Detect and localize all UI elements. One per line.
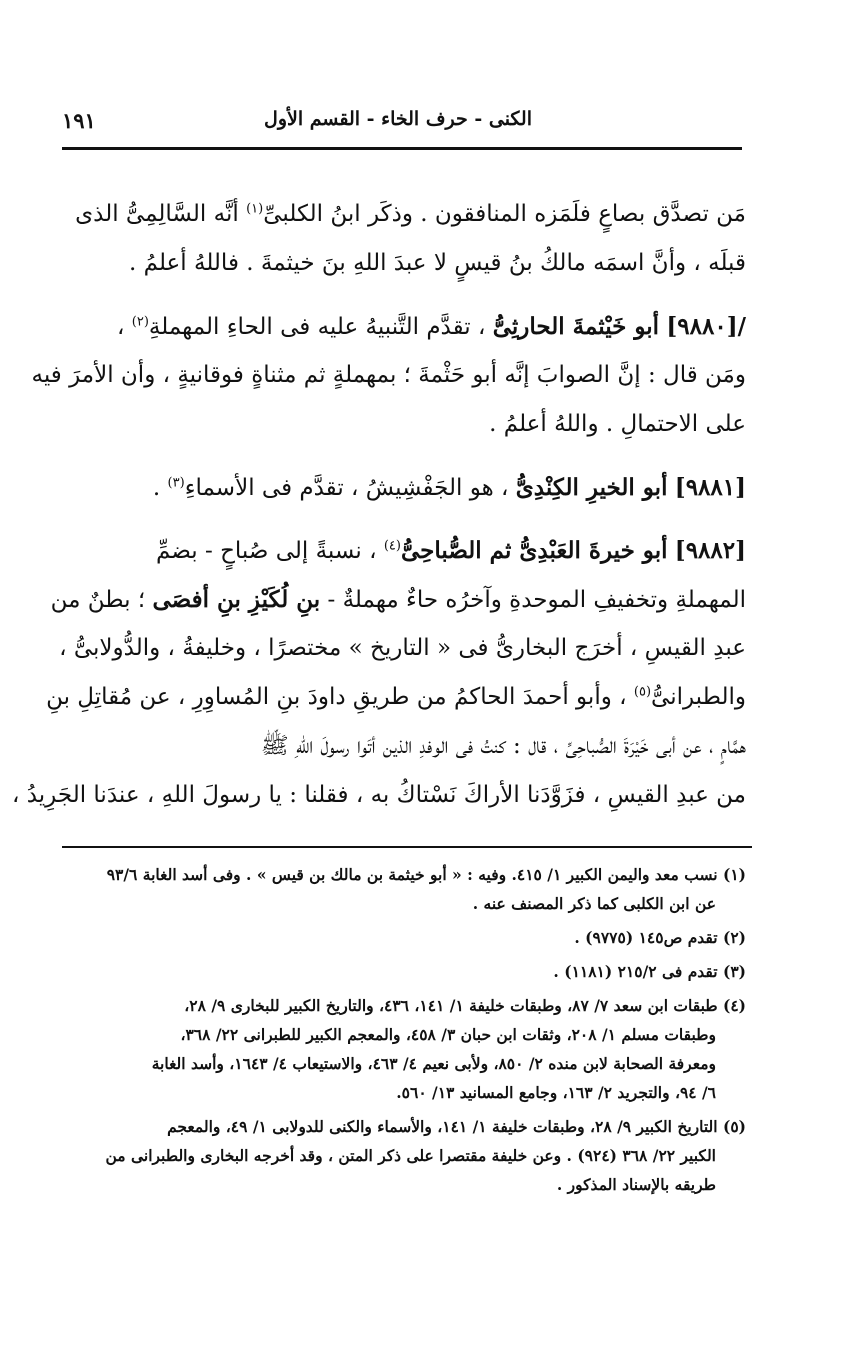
text-line [46, 673, 746, 722]
text-line [56, 190, 746, 239]
footnote-line: (٥) التاريخ الكبير ٩/ ٢٨، وطبقات خليفة ١/ ١٤١، والأسماء والكنى للدولابى ١/ ٤٩، والمعجم [167, 1117, 746, 1136]
footnote-4 [56, 991, 746, 1107]
text-segment: المهملةِ وتخفيفِ الموحدةِ وآخرُه حاءٌ مهملةٌ - [320, 587, 746, 613]
entry-number: [٩٨٨٢] [674, 537, 746, 564]
running-header [62, 108, 742, 144]
footnote-line: عن ابن الكلبى كما ذكر المصنف عنه . [472, 894, 716, 913]
text-line [56, 400, 746, 449]
entry-number: [٩٨٨١] [674, 474, 746, 501]
text-segment: على الاحتمالِ . واللهُ أعلمُ . [489, 411, 746, 437]
footnote-line: (١) نسب معد واليمن الكبير ١/ ٤١٥. وفيه : « أبو خيثمة بن مالك بن قيس » . وفى أسد الغابة ٩٣/٦ [106, 865, 746, 884]
text-segment: أنَّه السَّالِمِىُّ الذى [75, 201, 247, 227]
text-segment: والطبرانىُّ [651, 684, 746, 710]
text-line [50, 575, 746, 624]
header-rule [62, 147, 742, 150]
text-segment: من عبدِ القيسِ ، فزَوَّدَنا الأراكَ نَسْتاكُ به ، فقلنا : يا رسولَ اللهِ ، عندَنا الجَرِيدُ ، [11, 782, 746, 808]
footnote-ref: (٣) [167, 475, 185, 491]
footnote-line: (٤) طبقات ابن سعد ٧/ ٨٧، وطبقات خليفة ١/ ١٤١، ٤٣٦، والتاريخ الكبير للبخارى ٩/ ٢٨، [184, 996, 746, 1015]
text-line [56, 722, 746, 771]
footnote-line: ومعرفة الصحابة لابن منده ٢/ ٨٥٠، ولأبى نعيم ٤/ ٤٦٣، والاستيعاب ٤/ ١٦٤٣، وأسد الغابة [151, 1054, 716, 1073]
text-line [11, 771, 746, 820]
entry-9880 [56, 302, 746, 351]
bold-name: بنِ لُكَيْزِ بنِ أفصَى [152, 586, 321, 613]
text-segment: ، وأبو أحمدَ الحاكمُ من طريقِ داودَ بنِ المُساوِرِ ، عن مُقاتِلِ بنِ [46, 684, 634, 710]
header-title: الكنى - حرف الخاء - القسم الأول [264, 108, 532, 130]
text-segment: . [152, 475, 168, 501]
text-segment: قبلَه ، وأنَّ اسمَه مالكُ بنُ قيسٍ لا عبدَ اللهِ بنَ خيثمةَ . فاللهُ أعلمُ . [129, 250, 746, 276]
footnote-line: الكبير ٢٢/ ٣٦٨ (٩٢٤) . وعن خليفة مقتصرا على ذكر المتن ، وقد أخرجه البخارى والطبرانى من [105, 1146, 716, 1165]
text-segment: ؛ بطنٌ من [50, 587, 153, 613]
footnote-line: وطبقات مسلم ١/ ٢٠٨، وثقات ابن حبان ٣/ ٤٥٨، والمعجم الكبير للطبرانى ٢٢/ ٣٦٨، [180, 1025, 716, 1044]
footnote-rule [62, 846, 752, 848]
text-line [56, 239, 746, 288]
entry-name: أبو الخيرِ الكِنْدِىُّ [515, 474, 668, 501]
footnote-ref: (٤) [383, 538, 401, 554]
page-number: ١٩١ [62, 108, 96, 133]
main-text [11, 190, 746, 820]
text-segment: ، نسبةً إلى صُباحٍ - بضمِّ [156, 538, 384, 564]
entry-name: أبو خيرةَ العَبْدِىُّ ثم الصُّباحِىُّ [400, 537, 668, 564]
text-segment: ، تقدَّم التَّنبيهُ عليه فى الحاءِ المهملةِ [148, 314, 493, 340]
footnote-line: (٢) تقدم ص١٤٥ (٩٧٧٥) . [574, 928, 746, 947]
footnote-ref: (٥) [633, 684, 652, 700]
footnote-ref: (٢) [131, 314, 149, 330]
footnote-line: ٦/ ٩٤، والتجريد ٢/ ١٦٣، وجامع المسانيد ١٣/ ٥٦٠. [396, 1083, 716, 1102]
entry-9882 [56, 526, 746, 575]
footnote-3 [56, 957, 746, 986]
footnote-2 [56, 923, 746, 952]
entry-name: أبو خَيْثمةَ الحارثِىُّ [492, 313, 660, 340]
text-line [56, 624, 746, 673]
footnote-line: (٣) تقدم فى ٢١٥/٢ (١١٨١) . [553, 962, 746, 981]
footnote-ref: (١) [246, 201, 264, 217]
text-line [31, 351, 746, 400]
footnotes [56, 860, 746, 1204]
footnote-1 [56, 860, 746, 918]
entry-number: /[٩٨٨٠] [666, 313, 746, 340]
text-segment: ، [117, 314, 132, 340]
text-segment: همَّامٍ ، عن أبى خَيْرَةَ الصُّباحِىِّ ، قال : كنتُ فى الوفدِ الذين أتَوا رسولَ اللهِ ﷺ [260, 733, 746, 759]
text-segment: ، هو الجَفْشِيشُ ، تقدَّم فى الأسماءِ [184, 475, 516, 501]
text-segment: ومَن قال : إنَّ الصوابَ إنَّه أبو حَثْمةَ ؛ بمهملةٍ ثم مثناةٍ فوقانيةٍ ، وأن الأمرَ فيه [31, 362, 746, 388]
entry-9881 [56, 463, 746, 512]
footnote-line: طريقه بالإسناد المذكور . [556, 1175, 716, 1194]
text-segment: عبدِ القيسِ ، أخرَج البخارىُّ فى « التاريخ » مختصرًا ، وخليفةُ ، والدُّولابىُّ ، [59, 635, 746, 661]
text-segment: مَن تصدَّق بصاعٍ فلَمَزه المنافقون . وذكَر ابنُ الكلبىِّ [263, 201, 746, 227]
footnote-5 [56, 1112, 746, 1199]
